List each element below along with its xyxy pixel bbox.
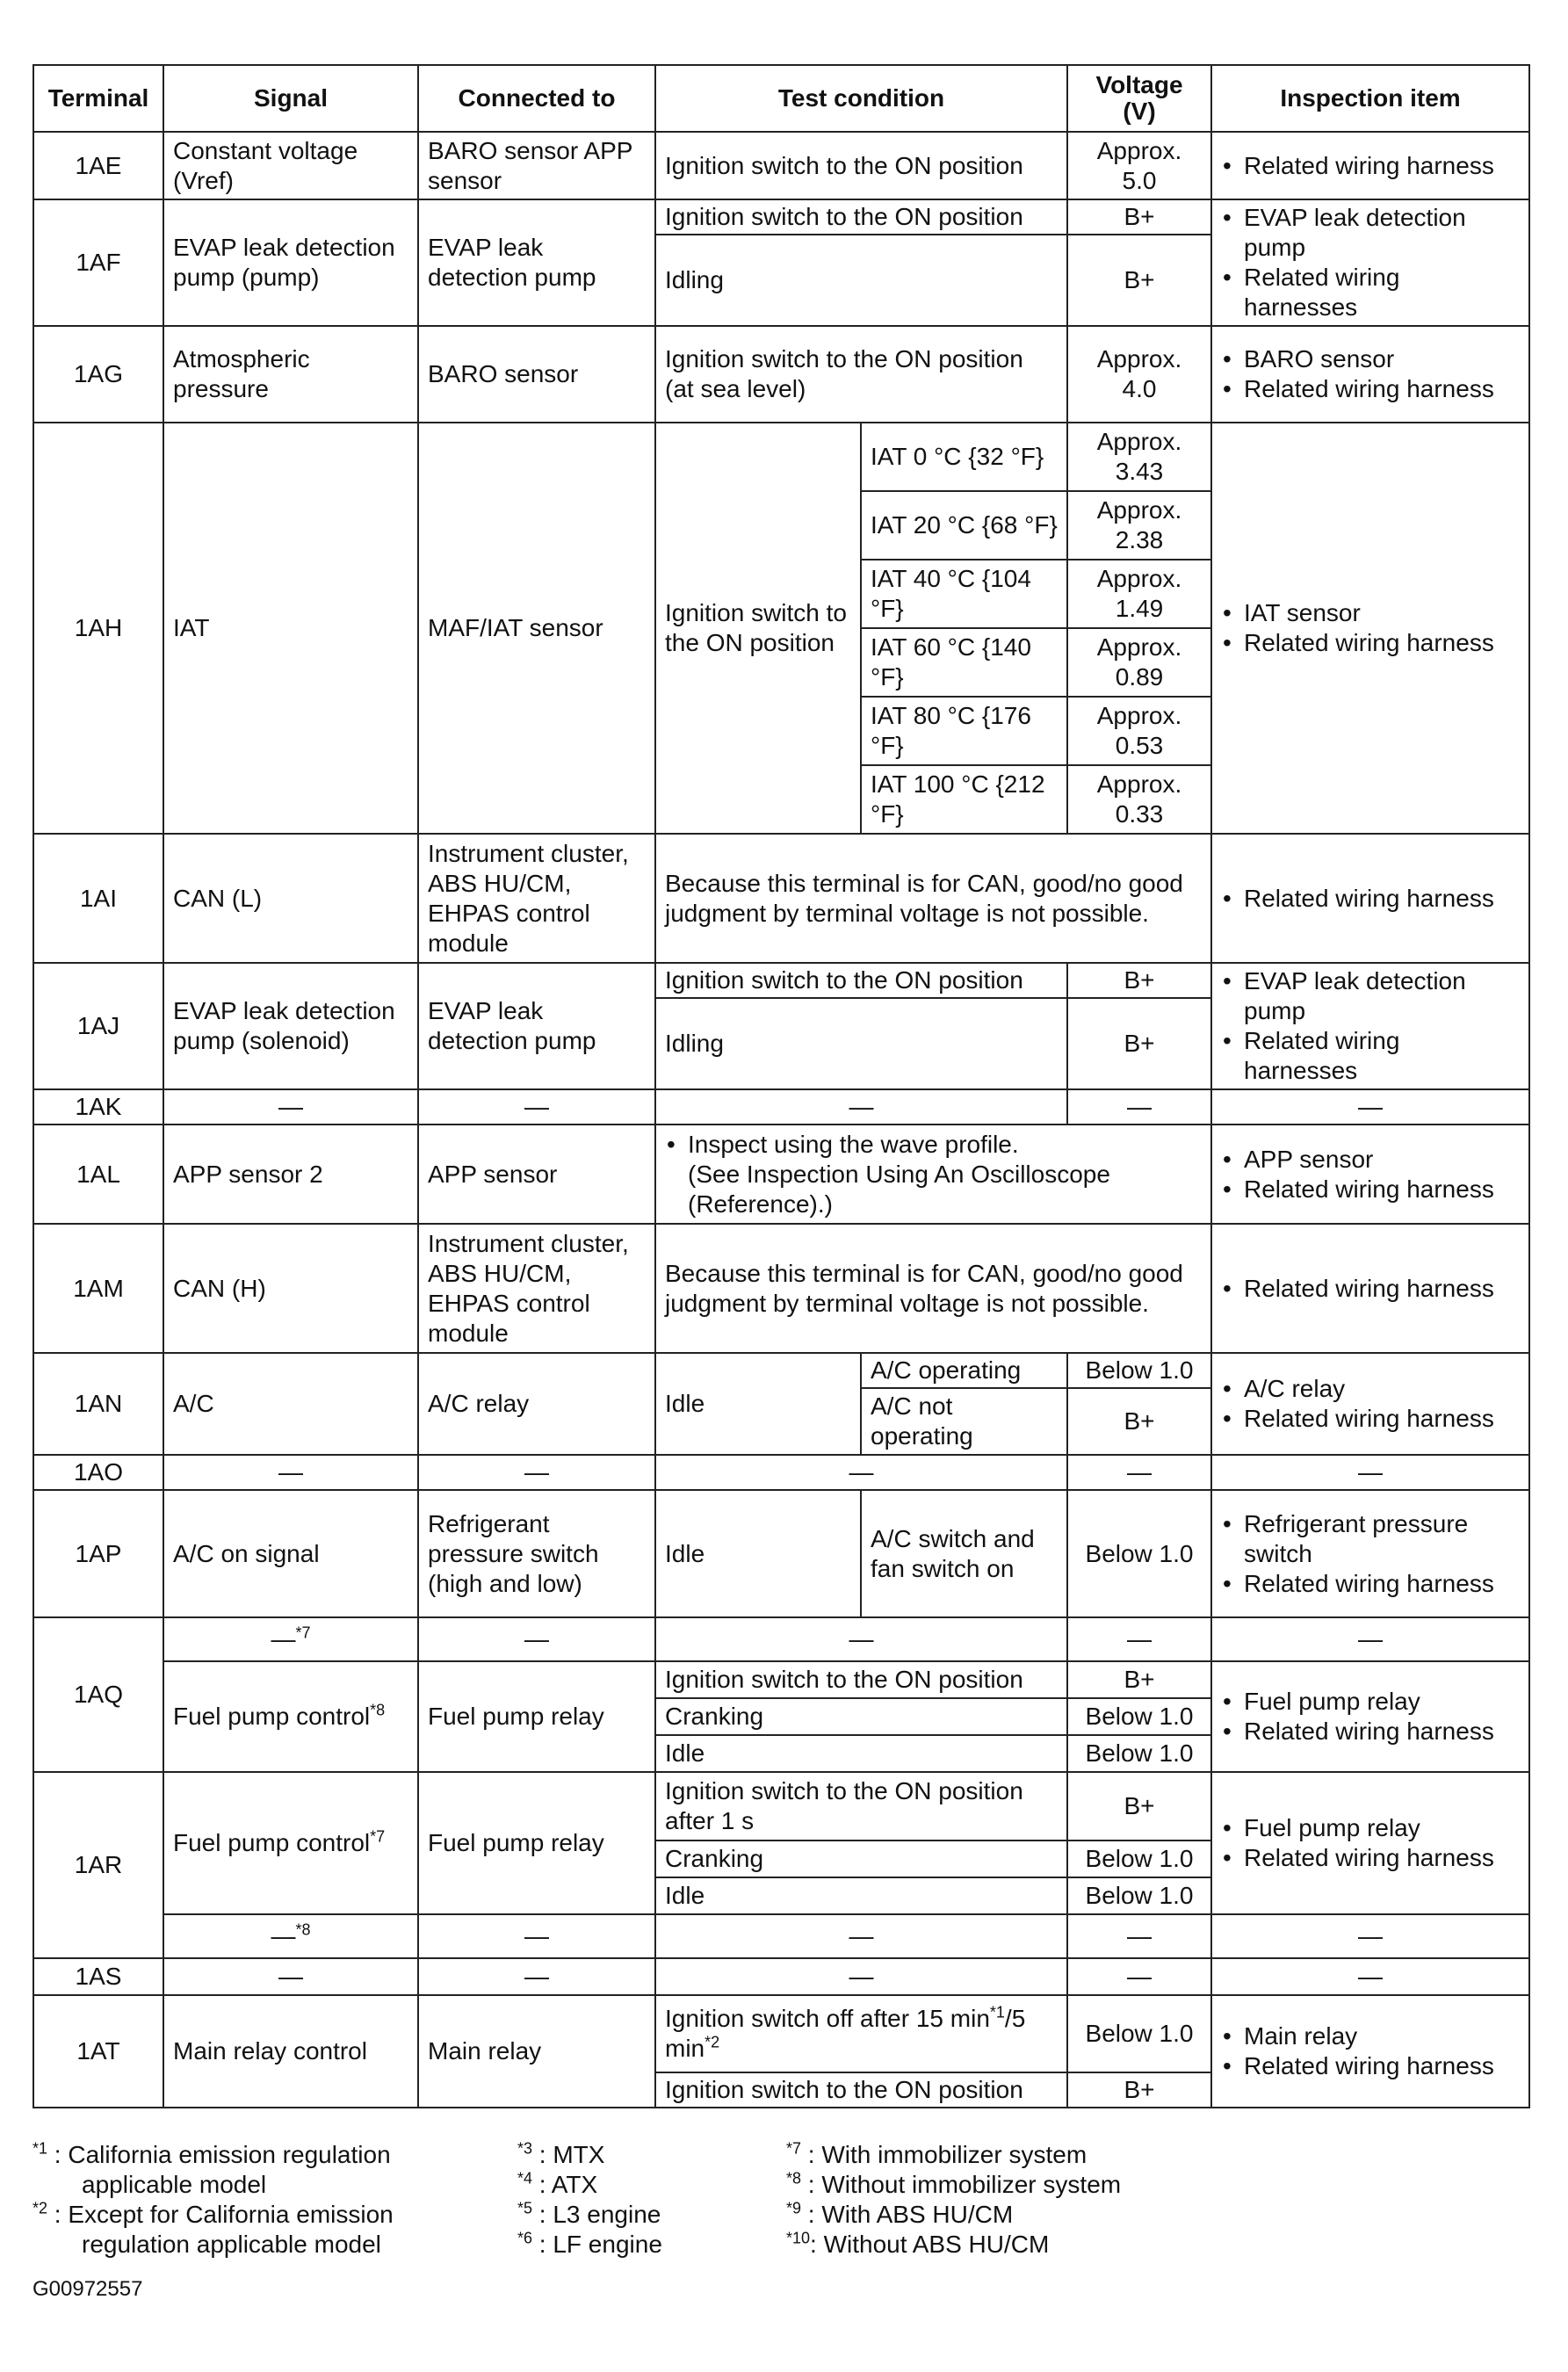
dash-cell: — bbox=[1211, 1914, 1529, 1958]
connected-cell: EVAP leak detection pump bbox=[418, 963, 655, 1089]
test-cell: Idle bbox=[655, 1353, 861, 1455]
signal-cell bbox=[163, 1772, 418, 1914]
signal-cell: Main relay control bbox=[163, 1995, 418, 2108]
voltage-cell: B+ bbox=[1067, 1772, 1211, 1840]
signal-cell: Atmospheric pressure bbox=[163, 326, 418, 423]
header-inspection: Inspection item bbox=[1211, 65, 1529, 132]
dash-cell: — bbox=[1067, 1617, 1211, 1661]
inspection-cell bbox=[1211, 1995, 1529, 2108]
terminal-cell: 1AM bbox=[33, 1224, 163, 1353]
footnote-text: : ATX bbox=[538, 2171, 598, 2198]
terminal-cell: 1AS bbox=[33, 1958, 163, 1995]
list-item: • Related wiring harness bbox=[1244, 1274, 1520, 1304]
connected-cell: BARO sensor APP sensor bbox=[418, 132, 655, 199]
dash-cell: — bbox=[163, 1455, 418, 1490]
terminal-voltage-table bbox=[33, 64, 1530, 2108]
signal-cell: Constant voltage (Vref) bbox=[163, 132, 418, 199]
inspection-cell bbox=[1211, 963, 1529, 1089]
list-item: • Related wiring harnesses bbox=[1244, 1026, 1520, 1086]
voltage-cell: Below 1.0 bbox=[1067, 1877, 1211, 1914]
voltage-cell: Below 1.0 bbox=[1067, 1490, 1211, 1617]
table-row bbox=[33, 834, 1529, 963]
footnote-mark: *3 bbox=[517, 2139, 533, 2158]
table-row bbox=[33, 423, 1529, 491]
list-item: • Related wiring harness bbox=[1244, 151, 1520, 181]
footnote-text: : L3 engine bbox=[538, 2201, 661, 2228]
test-text: Ignition switch off after 15 min bbox=[665, 2005, 990, 2032]
footnote-text: : With immobilizer system bbox=[807, 2141, 1087, 2168]
voltage-cell: Approx. 0.89 bbox=[1067, 628, 1211, 697]
header-connected: Connected to bbox=[418, 65, 655, 132]
voltage-cell: Below 1.0 bbox=[1067, 1735, 1211, 1772]
sub-condition-cell: IAT 100 °C {212 °F} bbox=[861, 765, 1067, 834]
test-cell: Ignition switch to the ON position bbox=[655, 423, 861, 834]
terminal-cell: 1AG bbox=[33, 326, 163, 423]
connected-cell: A/C relay bbox=[418, 1353, 655, 1455]
connected-cell: Instrument cluster, ABS HU/CM, EHPAS control module bbox=[418, 834, 655, 963]
test-cell: Idle bbox=[655, 1735, 1067, 1772]
dash-cell: — bbox=[1067, 1914, 1211, 1958]
test-cell: Cranking bbox=[655, 1840, 1067, 1877]
inspection-cell bbox=[1211, 326, 1529, 423]
test-cell: Ignition switch to the ON position (at sea level) bbox=[655, 326, 1067, 423]
test-text: /5 min bbox=[665, 2005, 1026, 2062]
table-row bbox=[33, 326, 1529, 423]
footnote-text: applicable model bbox=[82, 2171, 267, 2198]
voltage-cell: Below 1.0 bbox=[1067, 1995, 1211, 2072]
inspection-cell bbox=[1211, 834, 1529, 963]
footnote-mark: *1 bbox=[989, 2003, 1005, 2021]
test-cell: Ignition switch to the ON position bbox=[655, 132, 1067, 199]
footnote-text: regulation applicable model bbox=[82, 2231, 381, 2258]
dash-cell: — bbox=[163, 1089, 418, 1125]
footnote-mark: *9 bbox=[786, 2199, 802, 2217]
test-cell: Ignition switch to the ON position bbox=[655, 963, 1067, 998]
footnote-mark: *7 bbox=[295, 1624, 311, 1642]
sub-condition-cell: IAT 80 °C {176 °F} bbox=[861, 697, 1067, 765]
list-item: • Related wiring harness bbox=[1244, 374, 1520, 404]
test-cell: Cranking bbox=[655, 1698, 1067, 1735]
voltage-cell: Below 1.0 bbox=[1067, 1840, 1211, 1877]
footnote-mark: *8 bbox=[786, 2169, 802, 2188]
test-cell: Ignition switch to the ON position bbox=[655, 2072, 1067, 2108]
dash-cell: — bbox=[1067, 1455, 1211, 1490]
signal-cell: IAT bbox=[163, 423, 418, 834]
list-item: • APP sensor bbox=[1244, 1145, 1520, 1175]
table-row bbox=[33, 1617, 1529, 1661]
terminal-cell: 1AH bbox=[33, 423, 163, 834]
test-cell: Idle bbox=[655, 1877, 1067, 1914]
terminal-cell: 1AL bbox=[33, 1125, 163, 1224]
footnote-9 bbox=[786, 2200, 1013, 2230]
footnote-mark: *8 bbox=[370, 1701, 386, 1719]
table-row bbox=[33, 1914, 1529, 1958]
reference-note: (See Inspection Using An Oscilloscope (Reference).) bbox=[688, 1160, 1110, 1218]
list-item: • Inspect using the wave profile. bbox=[688, 1130, 1202, 1160]
footnote-2 bbox=[33, 2200, 489, 2260]
footnote-1 bbox=[33, 2140, 489, 2200]
footnote-mark: *10 bbox=[786, 2229, 811, 2247]
sub-condition-cell: IAT 0 °C {32 °F} bbox=[861, 423, 1067, 491]
dash-text: — bbox=[271, 1922, 296, 1949]
footnote-mark: *2 bbox=[33, 2199, 48, 2217]
list-item: • Fuel pump relay bbox=[1244, 1813, 1520, 1843]
footnote-5 bbox=[517, 2200, 661, 2230]
list-item: • BARO sensor bbox=[1244, 344, 1520, 374]
test-cell: Ignition switch to the ON position after 1 s bbox=[655, 1772, 1067, 1840]
terminal-cell: 1AT bbox=[33, 1995, 163, 2108]
voltage-cell: Approx. 5.0 bbox=[1067, 132, 1211, 199]
footnote-text: : Except for California emission bbox=[54, 2201, 394, 2228]
list-item: • Related wiring harness bbox=[1244, 1175, 1520, 1204]
signal-cell: APP sensor 2 bbox=[163, 1125, 418, 1224]
signal-cell: A/C on signal bbox=[163, 1490, 418, 1617]
footnote-8 bbox=[786, 2170, 1121, 2200]
table-row bbox=[33, 1958, 1529, 1995]
table-row bbox=[33, 1353, 1529, 1388]
terminal-cell: 1AJ bbox=[33, 963, 163, 1089]
table-row bbox=[33, 1224, 1529, 1353]
figure-code: G00972557 bbox=[33, 2277, 143, 2301]
voltage-cell: Below 1.0 bbox=[1067, 1698, 1211, 1735]
list-item: • Related wiring harness bbox=[1244, 2051, 1520, 2081]
sub-condition-cell: A/C operating bbox=[861, 1353, 1067, 1388]
footnote-7 bbox=[786, 2140, 1087, 2170]
inspection-cell bbox=[1211, 1490, 1529, 1617]
footnote-10 bbox=[786, 2230, 1049, 2260]
connected-cell: EVAP leak detection pump bbox=[418, 199, 655, 326]
table-row bbox=[33, 1772, 1529, 1840]
dash-cell: — bbox=[418, 1455, 655, 1490]
terminal-cell: 1AK bbox=[33, 1089, 163, 1125]
dash-cell: — bbox=[1211, 1089, 1529, 1125]
table-row bbox=[33, 963, 1529, 998]
list-item: • Related wiring harness bbox=[1244, 1404, 1520, 1434]
dash-cell: — bbox=[418, 1958, 655, 1995]
dash-cell: — bbox=[1211, 1455, 1529, 1490]
test-cell bbox=[655, 1995, 1067, 2072]
test-cell: Idle bbox=[655, 1490, 861, 1617]
terminal-cell: 1AQ bbox=[33, 1617, 163, 1772]
list-item: • EVAP leak detection pump bbox=[1244, 966, 1520, 1026]
list-item: • Related wiring harness bbox=[1244, 1717, 1520, 1746]
header-test: Test condition bbox=[655, 65, 1067, 132]
voltage-cell: Approx. 1.49 bbox=[1067, 560, 1211, 628]
footnote-text: : LF engine bbox=[538, 2231, 662, 2258]
inspection-cell bbox=[1211, 1661, 1529, 1772]
list-item: • IAT sensor bbox=[1244, 598, 1520, 628]
table-row bbox=[33, 1661, 1529, 1698]
table-row bbox=[33, 1455, 1529, 1490]
sub-condition-cell: IAT 20 °C {68 °F} bbox=[861, 491, 1067, 560]
footnote-3 bbox=[517, 2140, 604, 2170]
connected-cell: APP sensor bbox=[418, 1125, 655, 1224]
footnote-text: : Without immobilizer system bbox=[807, 2171, 1122, 2198]
footnote-mark: *6 bbox=[517, 2229, 533, 2247]
footnote-6 bbox=[517, 2230, 662, 2260]
header-voltage: Voltage (V) bbox=[1067, 65, 1211, 132]
dash-cell: — bbox=[1067, 1958, 1211, 1995]
dash-cell: — bbox=[655, 1958, 1067, 1995]
terminal-cell: 1AE bbox=[33, 132, 163, 199]
signal-cell: CAN (H) bbox=[163, 1224, 418, 1353]
signal-cell: EVAP leak detection pump (solenoid) bbox=[163, 963, 418, 1089]
footnote-mark: *1 bbox=[33, 2139, 48, 2158]
signal-cell bbox=[163, 1617, 418, 1661]
connected-cell: Main relay bbox=[418, 1995, 655, 2108]
footnote-4 bbox=[517, 2170, 597, 2200]
sub-condition-cell: A/C not operating bbox=[861, 1388, 1067, 1455]
signal-cell bbox=[163, 1914, 418, 1958]
footnote-mark: *8 bbox=[295, 1920, 311, 1939]
terminal-table-container bbox=[33, 64, 1528, 2108]
table-row bbox=[33, 1995, 1529, 2072]
table-row bbox=[33, 1089, 1529, 1125]
terminal-cell: 1AI bbox=[33, 834, 163, 963]
test-cell bbox=[655, 1125, 1211, 1224]
list-item: • Refrigerant pressure switch bbox=[1244, 1509, 1520, 1569]
voltage-cell: Approx. 2.38 bbox=[1067, 491, 1211, 560]
signal-cell: CAN (L) bbox=[163, 834, 418, 963]
dash-cell: — bbox=[1211, 1617, 1529, 1661]
connected-cell: Fuel pump relay bbox=[418, 1772, 655, 1914]
list-item: • Main relay bbox=[1244, 2021, 1520, 2051]
footnote-text: : With ABS HU/CM bbox=[807, 2201, 1014, 2228]
dash-text: — bbox=[271, 1625, 296, 1652]
footnote-mark: *7 bbox=[786, 2139, 802, 2158]
signal-cell: A/C bbox=[163, 1353, 418, 1455]
test-cell: Idling bbox=[655, 998, 1067, 1089]
list-item: • Fuel pump relay bbox=[1244, 1687, 1520, 1717]
terminal-cell: 1AN bbox=[33, 1353, 163, 1455]
dash-cell: — bbox=[655, 1089, 1067, 1125]
dash-cell: — bbox=[163, 1958, 418, 1995]
list-item: • Related wiring harnesses bbox=[1244, 263, 1520, 322]
voltage-cell: B+ bbox=[1067, 1388, 1211, 1455]
dash-cell: — bbox=[418, 1914, 655, 1958]
dash-cell: — bbox=[1211, 1958, 1529, 1995]
sub-condition-cell: A/C switch and fan switch on bbox=[861, 1490, 1067, 1617]
footnote-mark: *2 bbox=[705, 2033, 720, 2051]
signal-cell: EVAP leak detection pump (pump) bbox=[163, 199, 418, 326]
table-row bbox=[33, 132, 1529, 199]
footnote-text: : Without ABS HU/CM bbox=[810, 2231, 1050, 2258]
sub-condition-cell: IAT 40 °C {104 °F} bbox=[861, 560, 1067, 628]
voltage-cell: B+ bbox=[1067, 998, 1211, 1089]
header-terminal: Terminal bbox=[33, 65, 163, 132]
terminal-cell: 1AF bbox=[33, 199, 163, 326]
connected-cell: BARO sensor bbox=[418, 326, 655, 423]
signal-text: Fuel pump control bbox=[173, 1829, 371, 1856]
list-item: • EVAP leak detection pump bbox=[1244, 203, 1520, 263]
inspection-cell bbox=[1211, 199, 1529, 326]
dash-cell: — bbox=[655, 1455, 1067, 1490]
inspection-cell bbox=[1211, 1224, 1529, 1353]
voltage-cell: Approx. 3.43 bbox=[1067, 423, 1211, 491]
table-row bbox=[33, 1125, 1529, 1224]
voltage-cell: Approx. 0.33 bbox=[1067, 765, 1211, 834]
connected-cell: Fuel pump relay bbox=[418, 1661, 655, 1772]
dash-cell: — bbox=[418, 1089, 655, 1125]
footnote-text: : MTX bbox=[538, 2141, 605, 2168]
list-item: • A/C relay bbox=[1244, 1374, 1520, 1404]
table-row bbox=[33, 1490, 1529, 1617]
signal-cell bbox=[163, 1661, 418, 1772]
dash-cell: — bbox=[655, 1914, 1067, 1958]
header-signal: Signal bbox=[163, 65, 418, 132]
voltage-cell: B+ bbox=[1067, 199, 1211, 235]
inspection-cell bbox=[1211, 423, 1529, 834]
footnote-mark: *4 bbox=[517, 2169, 533, 2188]
sub-condition-cell: IAT 60 °C {140 °F} bbox=[861, 628, 1067, 697]
inspection-cell bbox=[1211, 1772, 1529, 1914]
voltage-cell: B+ bbox=[1067, 1661, 1211, 1698]
test-cell: Because this terminal is for CAN, good/no good judgment by terminal voltage is not possible. bbox=[655, 1224, 1211, 1353]
test-cell: Ignition switch to the ON position bbox=[655, 199, 1067, 235]
list-item: • Related wiring harness bbox=[1244, 628, 1520, 658]
terminal-cell: 1AR bbox=[33, 1772, 163, 1958]
inspection-cell bbox=[1211, 1125, 1529, 1224]
list-item: • Related wiring harness bbox=[1244, 884, 1520, 914]
connected-cell: Refrigerant pressure switch (high and low) bbox=[418, 1490, 655, 1617]
list-item: • Related wiring harness bbox=[1244, 1843, 1520, 1873]
voltage-cell: Approx. 0.53 bbox=[1067, 697, 1211, 765]
test-cell: Because this terminal is for CAN, good/no good judgment by terminal voltage is not possible. bbox=[655, 834, 1211, 963]
connected-cell: Instrument cluster, ABS HU/CM, EHPAS control module bbox=[418, 1224, 655, 1353]
inspection-cell bbox=[1211, 1353, 1529, 1455]
test-cell: Ignition switch to the ON position bbox=[655, 1661, 1067, 1698]
voltage-cell: B+ bbox=[1067, 963, 1211, 998]
dash-cell: — bbox=[418, 1617, 655, 1661]
voltage-cell: B+ bbox=[1067, 235, 1211, 326]
terminal-cell: 1AO bbox=[33, 1455, 163, 1490]
inspection-cell bbox=[1211, 132, 1529, 199]
voltage-cell: Approx. 4.0 bbox=[1067, 326, 1211, 423]
table-row bbox=[33, 199, 1529, 235]
footnote-mark: *5 bbox=[517, 2199, 533, 2217]
dash-cell: — bbox=[1067, 1089, 1211, 1125]
footnote-text: : California emission regulation bbox=[54, 2141, 391, 2168]
connected-cell: MAF/IAT sensor bbox=[418, 423, 655, 834]
voltage-cell: B+ bbox=[1067, 2072, 1211, 2108]
list-item: • Related wiring harness bbox=[1244, 1569, 1520, 1599]
header-row bbox=[33, 65, 1529, 132]
voltage-cell: Below 1.0 bbox=[1067, 1353, 1211, 1388]
test-cell: Idling bbox=[655, 235, 1067, 326]
terminal-cell: 1AP bbox=[33, 1490, 163, 1617]
dash-cell: — bbox=[655, 1617, 1067, 1661]
footnote-mark: *7 bbox=[370, 1827, 386, 1846]
signal-text: Fuel pump control bbox=[173, 1703, 371, 1730]
